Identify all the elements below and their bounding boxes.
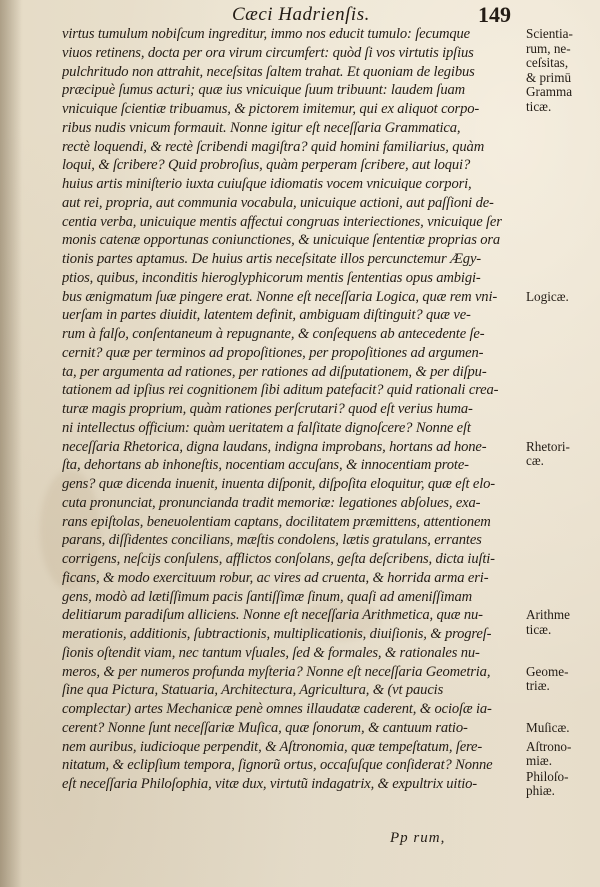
margin-note-line: phiæ.	[526, 783, 555, 798]
margin-note-rhetoricae	[526, 440, 570, 469]
margin-note-line: Scientia-	[526, 26, 573, 41]
margin-note-arithmeticae	[526, 608, 570, 637]
text-line: viuos retinens, docta per ora virum circumfert: quòd ſi vos virtutis ipſius	[62, 44, 474, 61]
margin-note-line: rum, ne-	[526, 40, 571, 56]
text-line: monis catenæ opportunas coniunctiones, & unicuique ſententiæ proprias ora	[62, 232, 501, 249]
text-line: rans epiſtolas, beneuolentiam captans, docilitatem præmittens, attentionem	[62, 513, 491, 530]
text-line: cernit? quæ per terminos ad propoſitiones, per propoſitiones ad argumen-	[62, 344, 484, 361]
margin-note-line: triæ.	[526, 678, 550, 693]
margin-note-line: ticæ.	[526, 621, 552, 637]
text-line: vnicuique ſcientiæ tribuamus, & pictorem imitemur, qui ex aliquot corpo-	[62, 101, 480, 117]
margin-note-line: Aſtrono-	[526, 738, 572, 754]
text-line: huius artis miniſterio iuxta cuiuſque idiomatis vocem vnicuique corpori,	[62, 176, 472, 192]
text-line: delitiarum paradiſum alliciens. Nonne eſt neceſſaria Arithmetica, quæ nu-	[62, 607, 483, 624]
margin-note-grammatica	[526, 27, 573, 114]
margin-note-line: Geome-	[526, 663, 569, 679]
text-line: bus ænigmatum ſuæ pingere erat. Nonne eſt neceſſaria Logica, quæ rem vni-	[62, 288, 498, 305]
margin-note-line: Philoſo-	[526, 768, 569, 784]
margin-note-line: Gramma	[526, 84, 573, 99]
text-line: nitatum, & eclipſium tempora, ſignorũ ortus, occaſuſque conſiderat? Nonne	[62, 757, 493, 774]
text-line: tionis partes aptamus. De huius artis neceſsitate illos percunctemur Ægy-	[62, 251, 481, 267]
margin-note-line: & primū	[526, 69, 572, 85]
text-line: gens? quæ dicenda inuenit, inuenta diſponit, diſpoſita eloquitur, quæ eſt elo-	[62, 476, 495, 492]
page-number: 149	[478, 2, 511, 27]
text-line: corrigens, neſcijs conſulens, afflictos conſolans, geſta deſcribens, dicta iuſti-	[62, 551, 495, 567]
text-line: virtus tumulum nobiſcum ingreditur, immo nos educit tumulo: ſecumque	[62, 26, 470, 42]
margin-note-line: miæ.	[526, 753, 553, 768]
text-line: eſt neceſſaria Philoſophia, vitæ dux, virtutũ indagatrix, & expultrix uitio-	[62, 776, 477, 792]
text-line: rectè loquendi, & rectè ſcribendi magiſtra? quid homini familiarius, quàm	[62, 138, 485, 155]
text-line: præcipuè ſumus acturi; quæ ius vnicuique ſuum tribuunt: laudem ſuam	[62, 82, 466, 99]
margin-note-astronomiae	[526, 740, 571, 769]
margin-note-line: Arithme	[526, 607, 570, 623]
margin-note-line: Logicæ.	[526, 288, 569, 304]
margin-note-logicae	[526, 290, 569, 305]
text-line: tationem ad ipſius rei cognitionem ſibi aditum patefacit? quid rationali crea-	[62, 382, 499, 399]
catchword: Pp rum,	[390, 830, 446, 846]
text-line: ſionis oſtendit viam, nec tantum vſuales, ſed & formales, & rationales nu-	[62, 644, 480, 661]
text-line: aut rei, propria, aut communia vocabula, unicuique actioni, aut paſſioni de-	[62, 194, 494, 211]
margin-note-line: Muſicæ.	[526, 719, 570, 735]
margin-note-philosophiae	[526, 770, 569, 799]
text-line: meros, & per numeros profunda myſteria? Nonne eſt neceſſaria Geometria,	[62, 663, 491, 680]
body-text-block	[62, 25, 524, 794]
text-line: ſine qua Pictura, Statuaria, Architectura, Agricultura, & (vt paucis	[62, 682, 444, 699]
text-line: gens, modò ad lætiſſimum pacis ſantiſſimæ ſinum, quaſi ad ameniſſimam	[62, 588, 473, 605]
text-line: ptios, quibus, inconditis hieroglyphicorum mentis ſententias opus ambigi-	[62, 269, 481, 286]
text-line: uerſam in partes diuidit, latentem definit, ambiguam diſtinguit? quæ ve-	[62, 307, 471, 324]
gutter-shadow	[0, 0, 22, 887]
margin-note-geometriae	[526, 665, 568, 694]
text-line: ni intellectus officium: quàm ueritatem a falſitate dignoſcere? Nonne eſt	[62, 419, 471, 436]
text-line: pulchritudo non attrahit, neceſsitas ſaltem trahat. Et quoniam de legibus	[62, 63, 475, 80]
margin-note-line: Rhetori-	[526, 438, 570, 454]
text-line: complectar) artes Mechanicæ penè omnes illaudatæ caderent, & ocioſæ ia-	[62, 701, 492, 717]
text-line: turæ magis proprium, quàm rationes perſcrutari? quod eſt verius huma-	[62, 401, 473, 417]
text-line: loqui, & ſcribere? Quid probroſius, quàm perperam ſcribere, aut loqui?	[62, 157, 471, 174]
text-line: ficans, & modo exercituum robur, ac vires ad cruenta, & horrida arma eri-	[62, 569, 489, 586]
text-line: merationis, additionis, ſubtractionis, multiplicationis, diuiſionis, & progreſ-	[62, 626, 492, 642]
text-line: neceſſaria Rhetorica, digna laudans, indigna improbans, hortans ad hone-	[62, 438, 487, 455]
text-line: rum à falſo, conſentaneum à repugnante, & conſequens ab antecedente ſe-	[62, 326, 485, 342]
text-line: ribus nudis vnicum formauit. Nonne igitur eſt neceſſaria Grammatica,	[62, 119, 461, 136]
text-line: cerent? Nonne ſunt neceſſariæ Muſica, quæ ſonorum, & cantuum ratio-	[62, 719, 468, 736]
text-line: ſta, dehortans ab inhoneſtis, nocentiam accuſans, & innocentiam prote-	[62, 457, 469, 474]
margin-note-line: ceſsitas,	[526, 55, 569, 70]
margin-note-line: cæ.	[526, 453, 544, 468]
margin-note-musicae	[526, 721, 570, 736]
text-line: nem auribus, iudicioque perpendit, & Aſtronomia, quæ tempeſtatum, ſere-	[62, 738, 483, 755]
text-line: cuta pronunciat, pronuncianda tradit memoriæ: legationes abſolues, exa-	[62, 494, 481, 511]
running-head: Cæci Hadrienſis.	[232, 4, 370, 25]
margin-note-line: ticæ.	[526, 98, 552, 114]
text-line: parans, diſſidentes concilians, mæſtis condolens, lætis gratulans, errantes	[62, 532, 482, 549]
text-line: centia verba, unicuique mentis affectui congruas interiectiones, vnicuique ſer	[62, 213, 502, 230]
text-line: ta, per argumenta ad rationes, per rationes ad diſputationem, & per diſpu-	[62, 363, 487, 380]
